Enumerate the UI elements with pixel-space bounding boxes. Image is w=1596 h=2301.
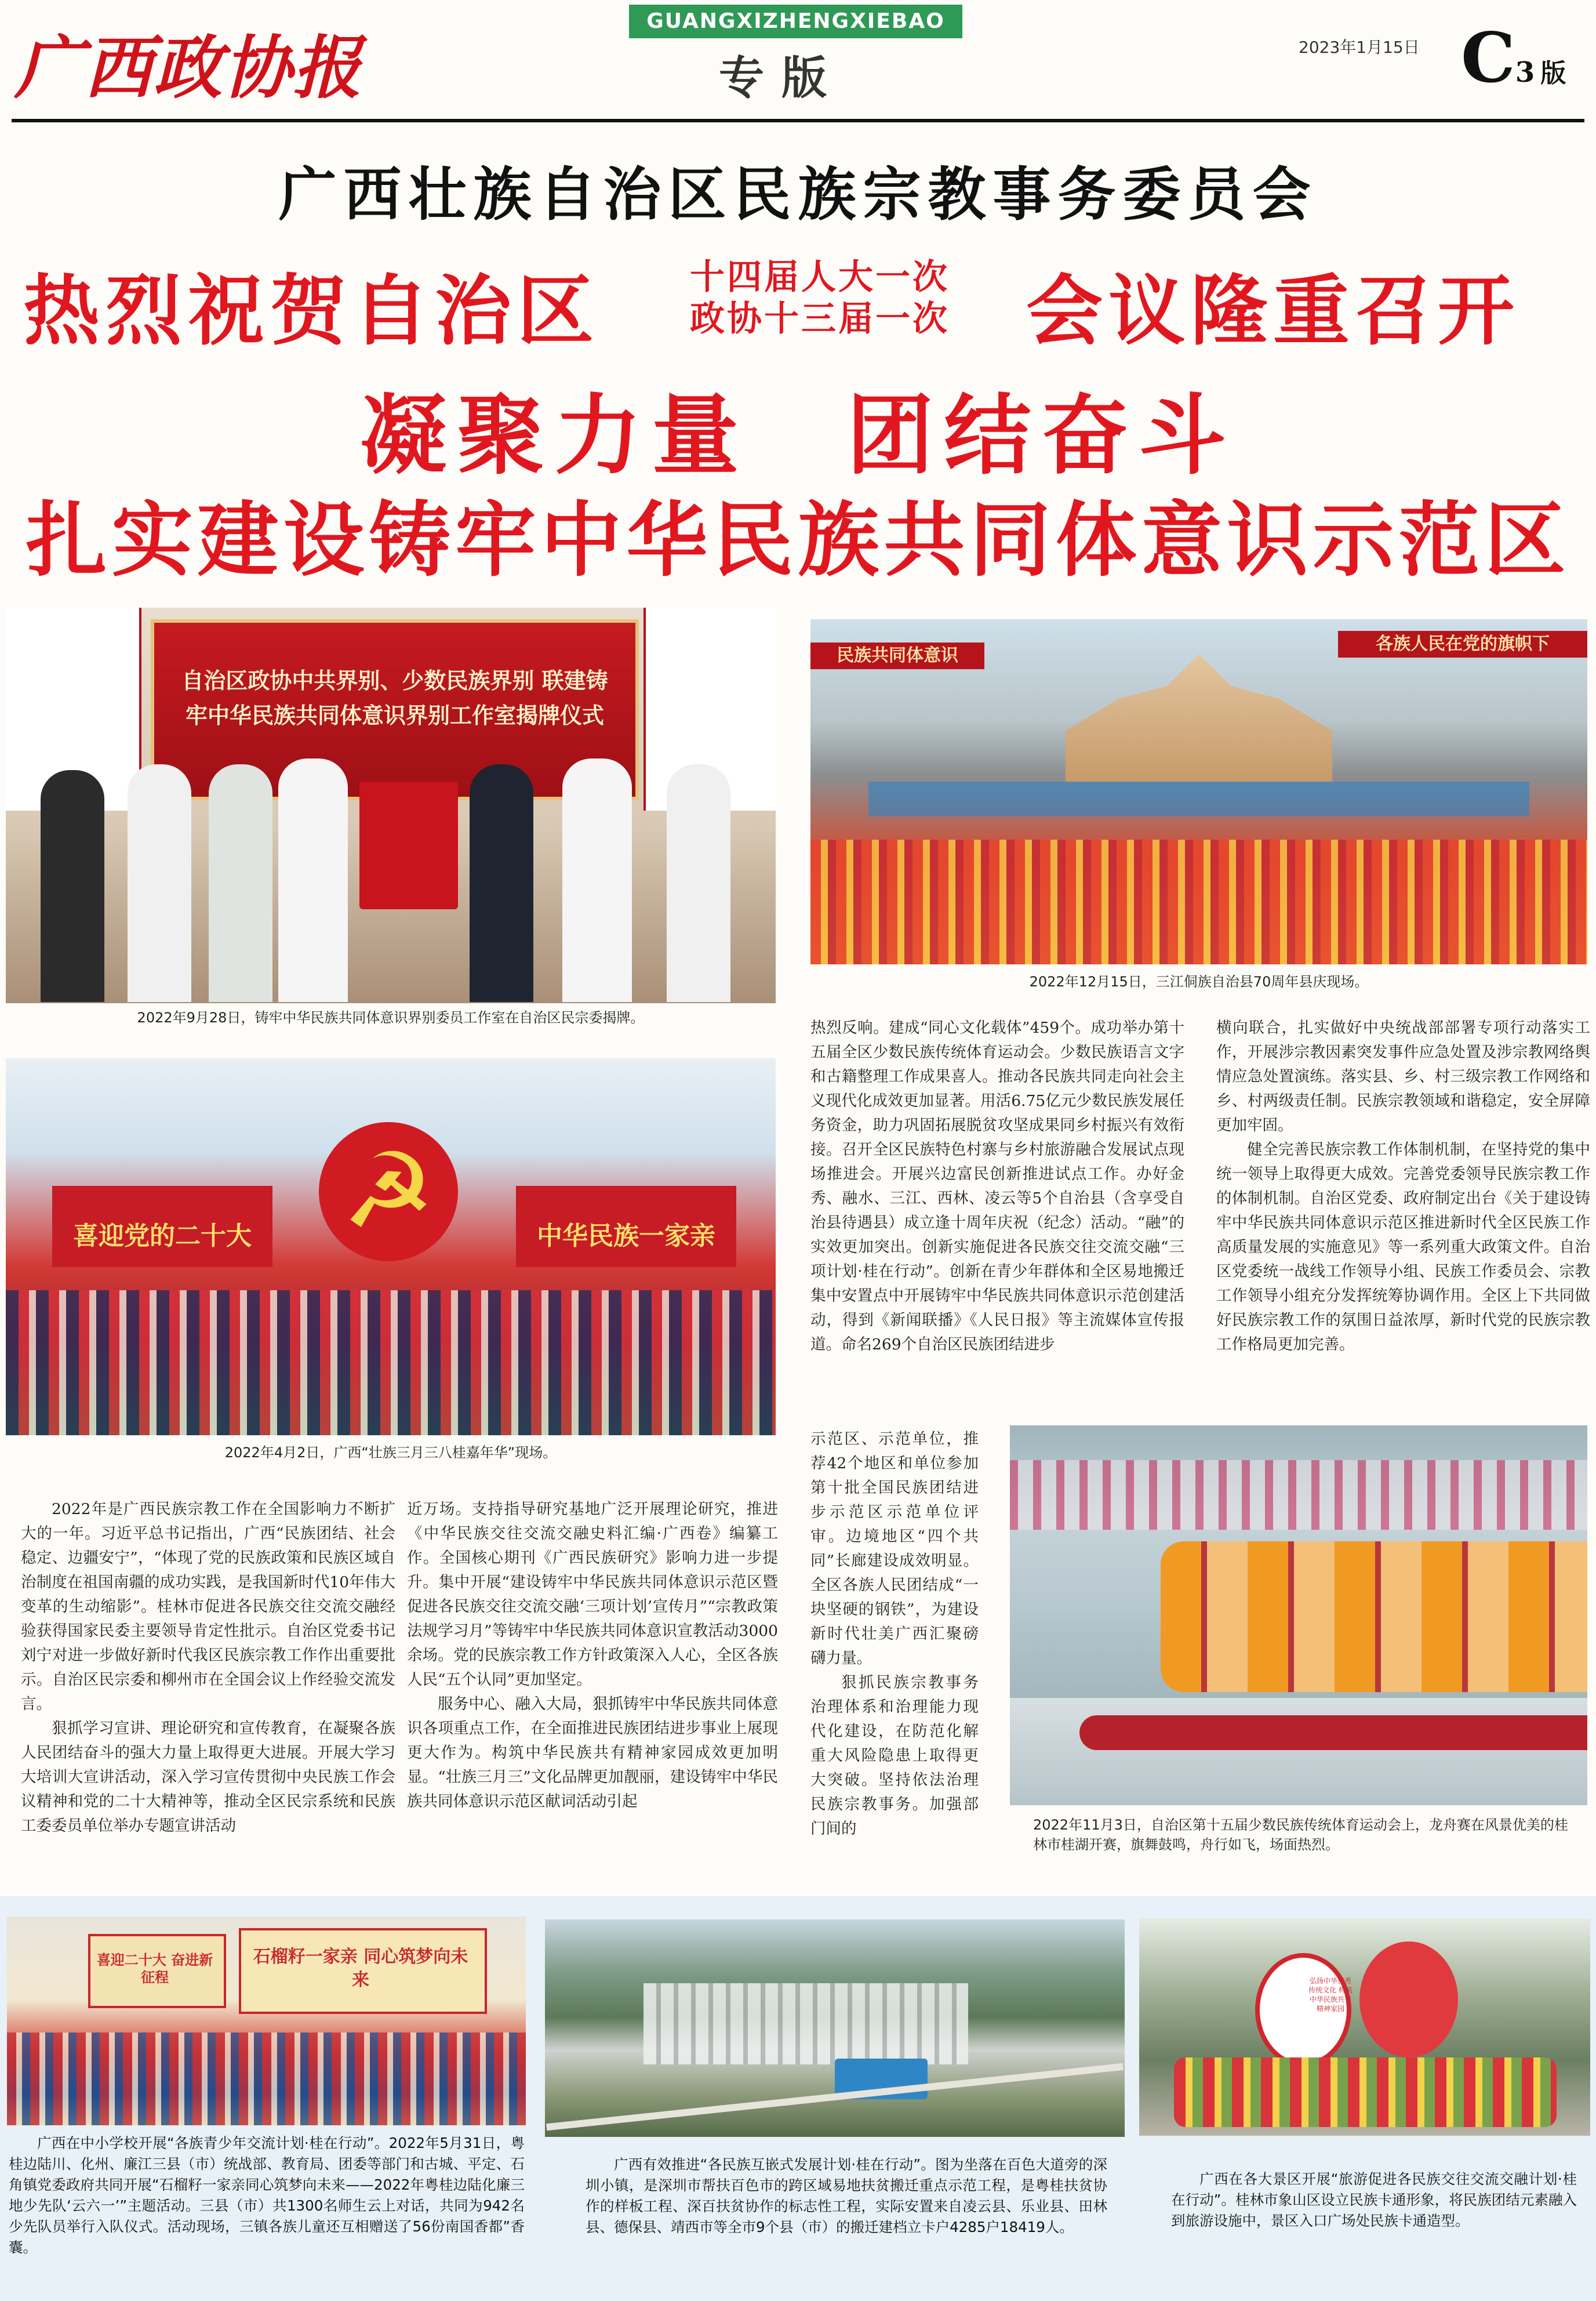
article-column-4 <box>1216 1016 1590 1357</box>
caption-cartoon-mascots <box>1171 2169 1577 2231</box>
article-paragraph: 服务中心、融入大局，狠抓铸牢中华民族共同体意识各项重点工作，在全面推进民族团结进步事业上展现更大作为。构筑中华民族共有精神家园成效更加明显。“壮族三月三”文化品牌更加靓丽，建设铸牢中华民族共同体意识示范区献词活动引起 <box>407 1695 778 1810</box>
article-paragraph: 狠抓学习宣讲、理论研究和宣传教育，在凝聚各族人民团结奋斗的强大力量上取得更大进展。开展大学习大培训大宣讲活动，深入学习宣传贯彻中央民族工作会议精神和党的二十大精神等，推动全区民宗系统和民族工委委员单位举办专题宣讲活动 <box>21 1719 395 1835</box>
banner-left: 民族共同体意识 <box>810 643 984 669</box>
banner-left: 喜迎党的二十大 <box>73 1221 252 1251</box>
main-headline-left: 热烈祝贺自治区 <box>23 267 599 356</box>
caption-unveiling: 2022年9月28日，铸牢中华民族共同体意识界别委员工作室在自治区民宗委揭牌。 <box>137 1010 645 1026</box>
org-headline: 广西壮族自治区民族宗教事务委员会 <box>278 160 1318 228</box>
edition-number: 3 <box>1515 56 1535 89</box>
main-headline-stack-2: 政协十三届一次 <box>690 299 950 339</box>
caption-text: 广西在各大景区开展“旅游促进各民族交往交流交融计划·桂在行动”。桂林市象山区设立民族卡通形象，将民族团结元素融入到旅游设施中，景区入口广场处民族卡通造型。 <box>1171 2171 1577 2229</box>
banner-right: 各族人民在党的旗帜下 <box>1338 631 1587 658</box>
banner-right: 中华民族一家亲 <box>537 1221 715 1251</box>
caption-sanyuesan: 2022年4月2日，广西“壮族三月三八桂嘉年华”现场。 <box>224 1445 557 1461</box>
caption-school-event <box>9 2133 525 2258</box>
sub-headline-2: 扎实建设铸牢中华民族共同体意识示范区 <box>26 493 1570 588</box>
photo-school-event <box>7 1917 526 2125</box>
banner-right: 石榴籽一家亲 同心筑梦向未来 <box>253 1947 468 1990</box>
edition-label <box>1461 17 1566 98</box>
sub-headline-1: 凝聚力量 团结奋斗 <box>359 386 1237 487</box>
unveiling-plaque <box>359 782 458 909</box>
photo-sanjiang-celebration <box>810 619 1587 964</box>
main-headline-right: 会议隆重召开 <box>1026 267 1520 356</box>
article-column-1 <box>21 1497 395 1838</box>
article-paragraph: 近万场。支持指导研究基地广泛开展理论研究，推进《中华民族交往交流交融史料汇编·广西卷》编纂工作。全国核心期刊《广西民族研究》影响力进一步提升。集中开展“建设铸牢中华民族共同体意识示范区暨促进各民族交往交流交融‘三项计划’宣传月”“宗教政策法规学习月”等铸牢中华民族共同体意识宣教活动3000余场。党的民族宗教工作方针政策深入人心，全区各族人民“五个认同”更加坚定。 <box>407 1500 778 1689</box>
photo-cartoon-mascots <box>1139 1918 1590 2136</box>
section-title: 专版 <box>719 52 845 104</box>
newspaper-logo: 广西政协报 <box>14 27 363 108</box>
edition-suffix: 版 <box>1540 59 1566 88</box>
article-paragraph: 热烈反响。建成“同心文化载体”459个。成功举办第十五届全区少数民族传统体育运动会。少数民族语言文字和古籍整理工作成果喜人。推动各民族共同走向社会主义现代化成效更加显著。用活6.75亿元少数民族发展任务资金，助力巩固拓展脱贫攻坚成果同乡村振兴有效衔接。召开全区民族特色村寨与乡村旅游融合发展试点现场推进会。开展兴边富民创新推进试点工作。办好金秀、融水、三江、西林、凌云等5个自治县（含享受自治县待遇县）成立逢十周年庆祝（纪念）活动。“融”的实效更加突出。创新实施促进各民族交往交流交融“三项计划·桂在行动”。创新在青少年群体和全区易地搬迁集中安置点中开展铸牢中华民族共同体意识示范创建活动，得到《新闻联播》《人民日报》等主流媒体宣传报道。命名269个自治区民族团结进步 <box>810 1019 1184 1353</box>
article-column-3-top <box>810 1016 1184 1357</box>
caption-text: 广西在中小学校开展“各族青少年交流计划·桂在行动”。2022年5月31日，粤桂边陆川、化州、廉江三县（市）统战部、教育局、团委等部门和古城、平定、石角镇党委政府共同开展“石榴籽一家亲同心筑梦向未来——2022年粤桂边陆化廉三地少先队‘云六一’”主题活动。三县（市）共1300名师生云上对话，共同为942名少先队员举行入队仪式。活动现场，三镇各族儿童还互相赠送了56份南国香都”香囊。 <box>9 2135 525 2256</box>
mascot-sign: 弘扬中华优秀传统文化 构筑中华民族共有精神家园 <box>1308 1977 1353 2013</box>
photo-unveiling-ceremony <box>6 608 776 1003</box>
party-emblem: ☭ <box>319 1122 458 1261</box>
masthead-rule <box>12 119 1584 122</box>
caption-sanjiang: 2022年12月15日，三江侗族自治县70周年县庆现场。 <box>1029 974 1369 990</box>
main-headline <box>12 249 1584 356</box>
drum-tower-stage <box>1066 654 1332 782</box>
main-headline-stack-1: 十四届人大一次 <box>690 257 950 297</box>
photo-sanyuesan-carnival <box>6 1058 776 1435</box>
article-column-2 <box>407 1497 778 1814</box>
issue-date: 2023年1月15日 <box>1299 38 1420 57</box>
caption-dragon-boat: 2022年11月3日，自治区第十五届少数民族传统体育运动会上，龙舟赛在风景优美的桂林市桂湖开赛，旗舞鼓鸣，舟行如飞，场面热烈。 <box>1033 1817 1568 1853</box>
photo-dragon-boat <box>1010 1425 1587 1805</box>
edition-letter: C <box>1461 17 1515 98</box>
photo-shenzhen-town <box>545 1919 1125 2137</box>
article-paragraph: 横向联合，扎实做好中央统战部部署专项行动落实工作，开展涉宗教因素突发事件应急处置及涉宗教网络舆情应急处置演练。落实县、乡、村三级宗教工作网络和乡、村两级责任制。民族宗教领域和谐稳定，安全屏障更加牢固。 <box>1216 1019 1590 1134</box>
main-headline-stack <box>690 256 950 340</box>
caption-shenzhen-town <box>586 2154 1107 2238</box>
newspaper-pinyin: GUANGXIZHENGXIEBAO <box>629 5 962 38</box>
article-column-3-bottom <box>810 1427 979 1841</box>
article-paragraph: 健全完善民族宗教工作体制机制，在坚持党的集中统一领导上取得更大成效。完善党委领导民族宗教工作的体制机制。自治区党委、政府制定出台《关于建设铸牢中华民族共同体意识示范区推进新时代全区民族工作高质量发展的实施意见》等一系列重大政策文件。自治区党委统一战线工作领导小组、民族工作委员会、宗教工作领导小组充分发挥统筹协调作用。全区上下共同做好民族宗教工作的氛围日益浓厚，新时代党的民族宗教工作格局更加完善。 <box>1216 1141 1590 1353</box>
banner-left: 喜迎二十大 奋进新征程 <box>96 1952 213 1986</box>
ceremony-sign-text: 自治区政协中共界别、少数民族界别 联建铸牢中华民族共同体意识界别工作室揭牌仪式 <box>181 668 608 728</box>
article-paragraph: 2022年是广西民族宗教工作在全国影响力不断扩大的一年。习近平总书记指出，广西“民族团结、社会稳定、边疆安宁”，“体现了党的民族政策和民族区域自治制度在祖国南疆的成功实践，是我国新时代10年伟大变革的生动缩影”。桂林市促进各民族交往交流交融经验获得国家民委主要领导肯定性批示。自治区党委书记刘宁对进一步做好新时代我区民族宗教工作作出重要批示。自治区民宗委和柳州市在全国会议上作经验交流发言。 <box>21 1500 395 1713</box>
caption-text: 广西有效推进“各民族互嵌式发展计划·桂在行动”。图为坐落在百色大道旁的深圳小镇，是深圳市帮扶百色市的跨区域易地扶贫搬迁重点示范工程，是粤桂扶贫协作的样板工程、深百扶贫协作的标志性工程，实际安置来自凌云县、乐业县、田林县、德保县、靖西市等全市9个县（市）的搬迁建档立卡户4285户18419人。 <box>586 2156 1107 2235</box>
mascot-right <box>1359 1941 1458 2057</box>
article-paragraph: 示范区、示范单位，推荐42个地区和单位参加第十批全国民族团结进步示范区示范单位评审。边境地区“四个共同”长廊建设成效明显。全区各族人民团结成“一块坚硬的钢铁”，为建设新时代壮美广西汇聚磅礴力量。 <box>810 1430 979 1667</box>
article-paragraph: 狠抓民族宗教事务治理体系和治理能力现代化建设，在防范化解重大风险隐患上取得更大突破。坚持依法治理民族宗教事务。加强部门间的 <box>810 1674 979 1838</box>
